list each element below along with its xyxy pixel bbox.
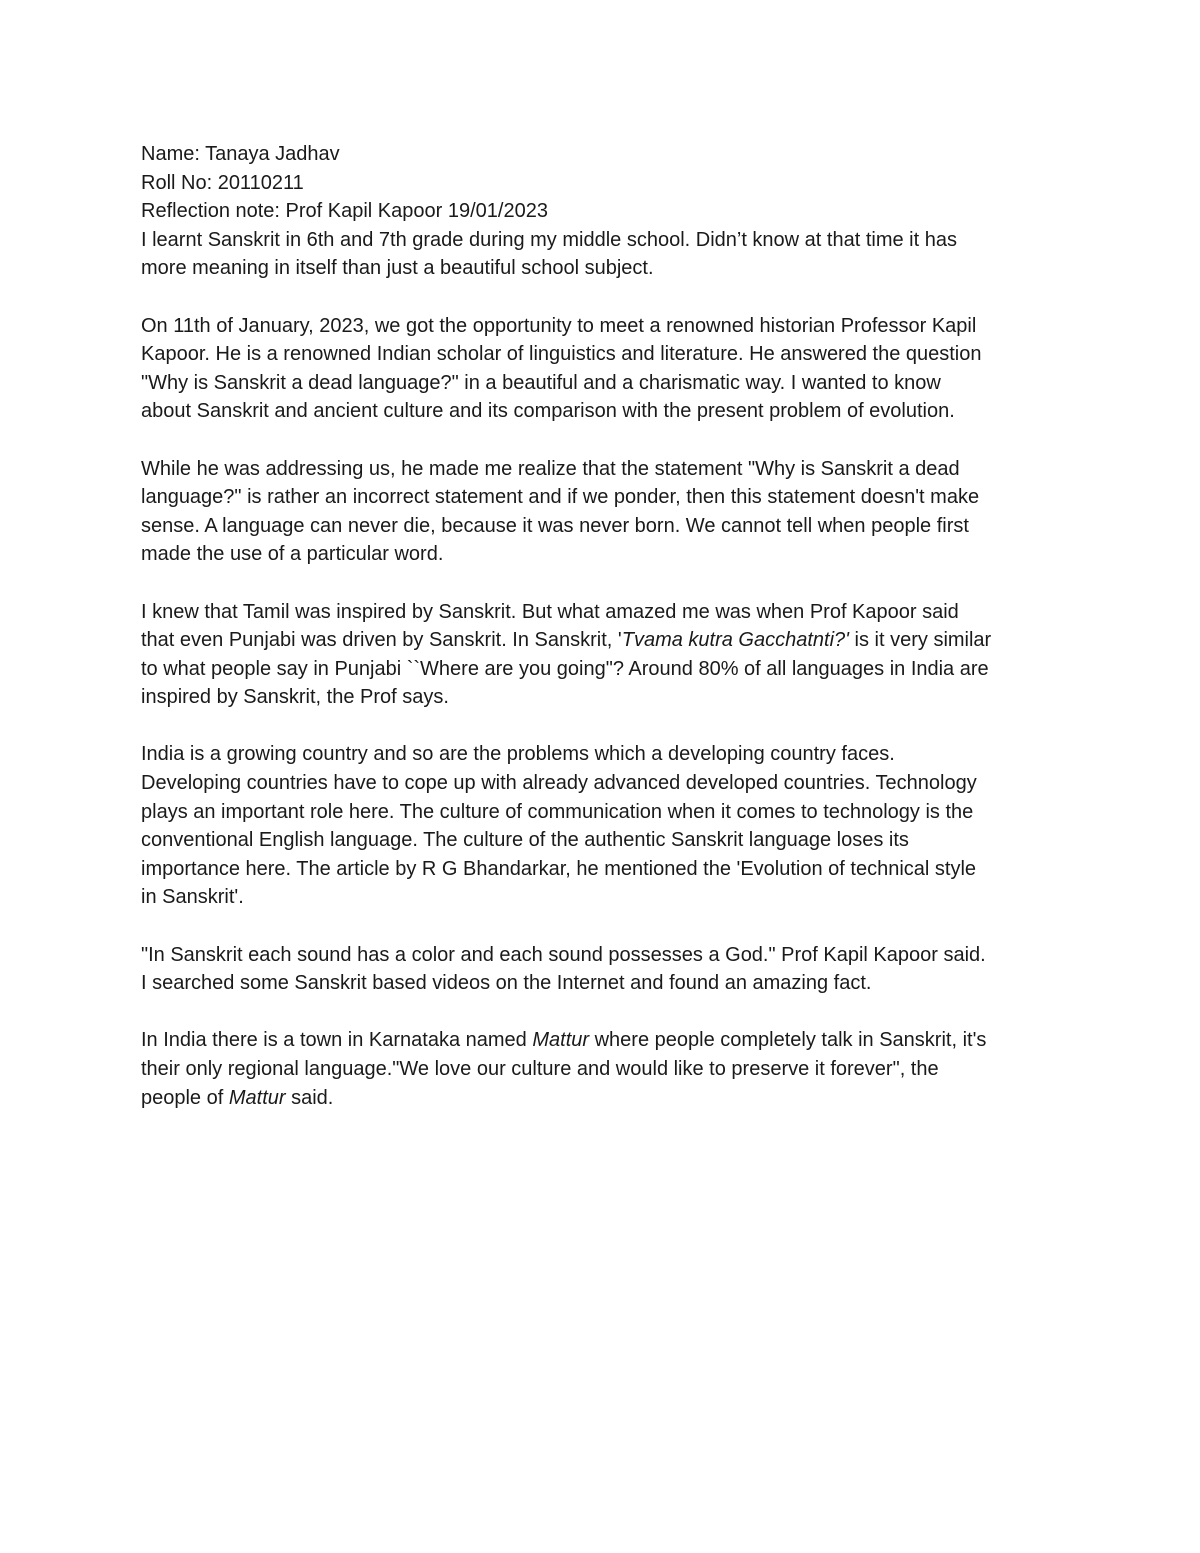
paragraph-gap <box>141 426 1071 455</box>
roll-number: Roll No: 20110211 <box>141 171 304 194</box>
paragraph-line: While he was addressing us, he made me realize that the statement "Why is Sanskrit a dead <box>141 457 960 480</box>
reflection-title: Reflection note: Prof Kapil Kapoor 19/01/2023 <box>141 200 548 223</box>
paragraph-line: importance here. The article by R G Bhandarkar, he mentioned the 'Evolution of technical style <box>141 857 977 880</box>
text-run: said. <box>285 1086 334 1109</box>
document-body <box>141 140 1071 1112</box>
paragraph-line: On 11th of January, 2023, we got the opportunity to meet a renowned historian Professor Kapil <box>141 314 977 337</box>
paragraph-line: to what people say in Punjabi ``Where are you going"? Around 80% of all languages in India are <box>141 657 989 680</box>
paragraph-7 <box>141 1026 1071 1112</box>
town-name: Mattur <box>228 1086 286 1109</box>
text-run: where people completely talk in Sanskrit, it's <box>589 1029 987 1052</box>
text-run: In India there is a town in Karnataka named <box>141 1029 533 1052</box>
paragraph-line: I learnt Sanskrit in 6th and 7th grade during my middle school. Didn’t know at that time it has <box>141 228 957 251</box>
paragraph-gap <box>141 712 1071 741</box>
paragraph-2 <box>141 312 1071 426</box>
paragraph-line: "In Sanskrit each sound has a color and each sound possesses a God." Prof Kapil Kapoor said. <box>141 943 986 966</box>
paragraph-gap <box>141 283 1071 312</box>
paragraph-4 <box>141 598 1071 712</box>
paragraph-line: I searched some Sanskrit based videos on the Internet and found an amazing fact. <box>141 972 872 995</box>
text-run: that even Punjabi was driven by Sanskrit. In Sanskrit, ' <box>141 629 622 652</box>
paragraph-line: inspired by Sanskrit, the Prof says. <box>141 686 449 709</box>
text-run: is it very similar <box>848 629 992 652</box>
paragraph-line: language?" is rather an incorrect statement and if we ponder, then this statement doesn't make <box>141 486 980 509</box>
town-name: Mattur <box>532 1029 590 1052</box>
paragraph-line: "Why is Sanskrit a dead language?" in a beautiful and a charismatic way. I wanted to know <box>141 371 941 394</box>
paragraph-line: made the use of a particular word. <box>141 543 444 566</box>
paragraph-line: plays an important role here. The culture of communication when it comes to technology is the <box>141 800 974 823</box>
paragraph-line <box>141 626 1071 655</box>
paragraph-gap <box>141 912 1071 941</box>
student-name: Name: Tanaya Jadhav <box>141 143 340 165</box>
paragraph-3 <box>141 455 1071 569</box>
paragraph-line <box>141 1026 1071 1055</box>
paragraph-line: in Sanskrit'. <box>141 886 244 909</box>
paragraph-line: their only regional language."We love our culture and would like to preserve it forever", the <box>141 1058 939 1080</box>
paragraph-6 <box>141 941 1071 998</box>
paragraph-5 <box>141 740 1071 912</box>
paragraph-line <box>141 1084 1071 1113</box>
paragraph-line: about Sanskrit and ancient culture and its comparison with the present problem of evolution. <box>141 400 955 423</box>
text-run: people of <box>141 1086 229 1109</box>
paragraph-gap <box>141 998 1071 1027</box>
paragraph-line: Kapoor. He is a renowned Indian scholar of linguistics and literature. He answered the question <box>141 343 982 366</box>
paragraph-1 <box>141 226 1071 283</box>
sanskrit-phrase: Tvama kutra Gacchatnti?' <box>621 629 849 652</box>
paragraph-line: sense. A language can never die, because it was never born. We cannot tell when people first <box>141 514 969 537</box>
paragraph-line: conventional English language. The culture of the authentic Sanskrit language loses its <box>141 829 909 852</box>
paragraph-line: I knew that Tamil was inspired by Sanskrit. But what amazed me was when Prof Kapoor said <box>141 600 959 623</box>
header-block <box>141 140 1071 226</box>
paragraph-line: India is a growing country and so are the problems which a developing country faces. <box>141 743 895 766</box>
paragraph-line: more meaning in itself than just a beautiful school subject. <box>141 257 654 280</box>
paragraph-line: Developing countries have to cope up with already advanced developed countries. Technology <box>141 772 977 795</box>
paragraph-gap <box>141 569 1071 598</box>
